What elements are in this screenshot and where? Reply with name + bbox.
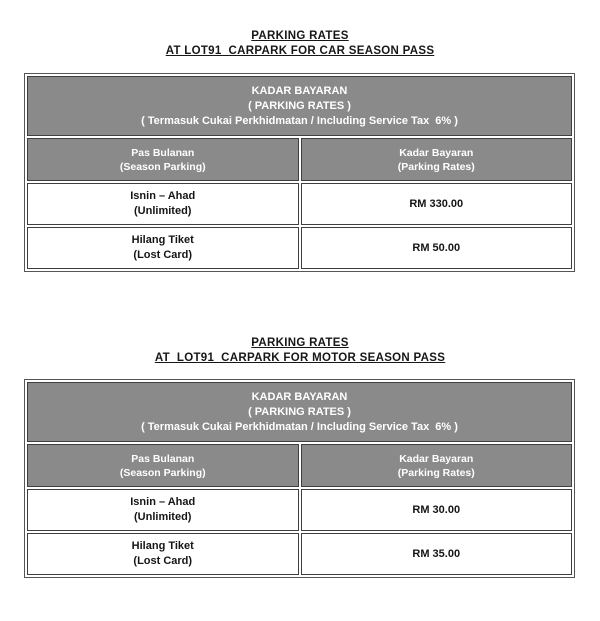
rates-table-motor: [24, 379, 575, 578]
cell-value-isnin-ahad: RM 330.00: [301, 183, 573, 225]
column-header-line-1: Kadar Bayaran: [399, 452, 474, 465]
cell-value-hilang-tiket: RM 35.00: [301, 533, 573, 575]
cell-label-hilang-tiket: [27, 533, 299, 575]
main-header-line-1: KADAR BAYARAN: [251, 84, 348, 97]
section-title-motor: [0, 336, 600, 366]
column-header-line-1: Kadar Bayaran: [399, 146, 474, 159]
title-line-2: AT LOT91 CARPARK FOR MOTOR SEASON PASS: [154, 352, 446, 364]
cell-value-hilang-tiket: RM 50.00: [301, 227, 573, 269]
cell-label-isnin-ahad: [27, 489, 299, 531]
section-car-season-pass: [0, 29, 600, 272]
column-header-line-1: Pas Bulanan: [131, 452, 195, 465]
rates-table-car: [24, 73, 575, 272]
cell-label-line-2: (Unlimited): [134, 205, 192, 217]
cell-label-line-1: Hilang Tiket: [131, 540, 194, 552]
column-header-line-2: (Parking Rates): [397, 160, 475, 173]
column-header-line-2: (Parking Rates): [397, 466, 475, 479]
column-header-pas-bulanan: [27, 138, 299, 181]
table-row: [27, 138, 572, 181]
cell-value-isnin-ahad: RM 30.00: [301, 489, 573, 531]
main-header-line-2: ( PARKING RATES ): [248, 99, 351, 112]
column-header-kadar-bayaran: [301, 138, 573, 181]
main-header-line-3: ( Termasuk Cukai Perkhidmatan / Including Service Tax 6% ): [141, 114, 458, 127]
cell-label-isnin-ahad: [27, 183, 299, 225]
table-row-hilang-tiket: [27, 227, 572, 269]
table-row: [27, 444, 572, 487]
table-main-header-cell: [27, 76, 572, 136]
cell-label-hilang-tiket: [27, 227, 299, 269]
section-motor-season-pass: [0, 336, 600, 578]
section-title-car: [0, 29, 600, 59]
cell-label-line-2: (Lost Card): [133, 249, 193, 261]
column-header-kadar-bayaran: [301, 444, 573, 487]
cell-label-line-2: (Lost Card): [133, 555, 193, 567]
column-header-line-1: Pas Bulanan: [131, 146, 195, 159]
column-header-line-2: (Season Parking): [119, 160, 206, 173]
cell-label-line-2: (Unlimited): [134, 511, 192, 523]
main-header-line-3: ( Termasuk Cukai Perkhidmatan / Including Service Tax 6% ): [141, 420, 458, 433]
main-header-line-1: KADAR BAYARAN: [251, 390, 348, 403]
table-main-header-cell: [27, 382, 572, 442]
cell-label-line-1: Isnin – Ahad: [130, 190, 196, 202]
table-row: [27, 382, 572, 442]
title-line-1: PARKING RATES: [251, 30, 349, 42]
cell-label-line-1: Isnin – Ahad: [130, 496, 196, 508]
table-row-hilang-tiket: [27, 533, 572, 575]
column-header-line-2: (Season Parking): [119, 466, 206, 479]
table-row: [27, 76, 572, 136]
table-row-isnin-ahad: [27, 489, 572, 531]
table-row-isnin-ahad: [27, 183, 572, 225]
title-line-2: AT LOT91 CARPARK FOR CAR SEASON PASS: [165, 45, 435, 57]
column-header-pas-bulanan: [27, 444, 299, 487]
title-line-1: PARKING RATES: [251, 337, 349, 349]
cell-label-line-1: Hilang Tiket: [131, 234, 194, 246]
main-header-line-2: ( PARKING RATES ): [248, 405, 351, 418]
